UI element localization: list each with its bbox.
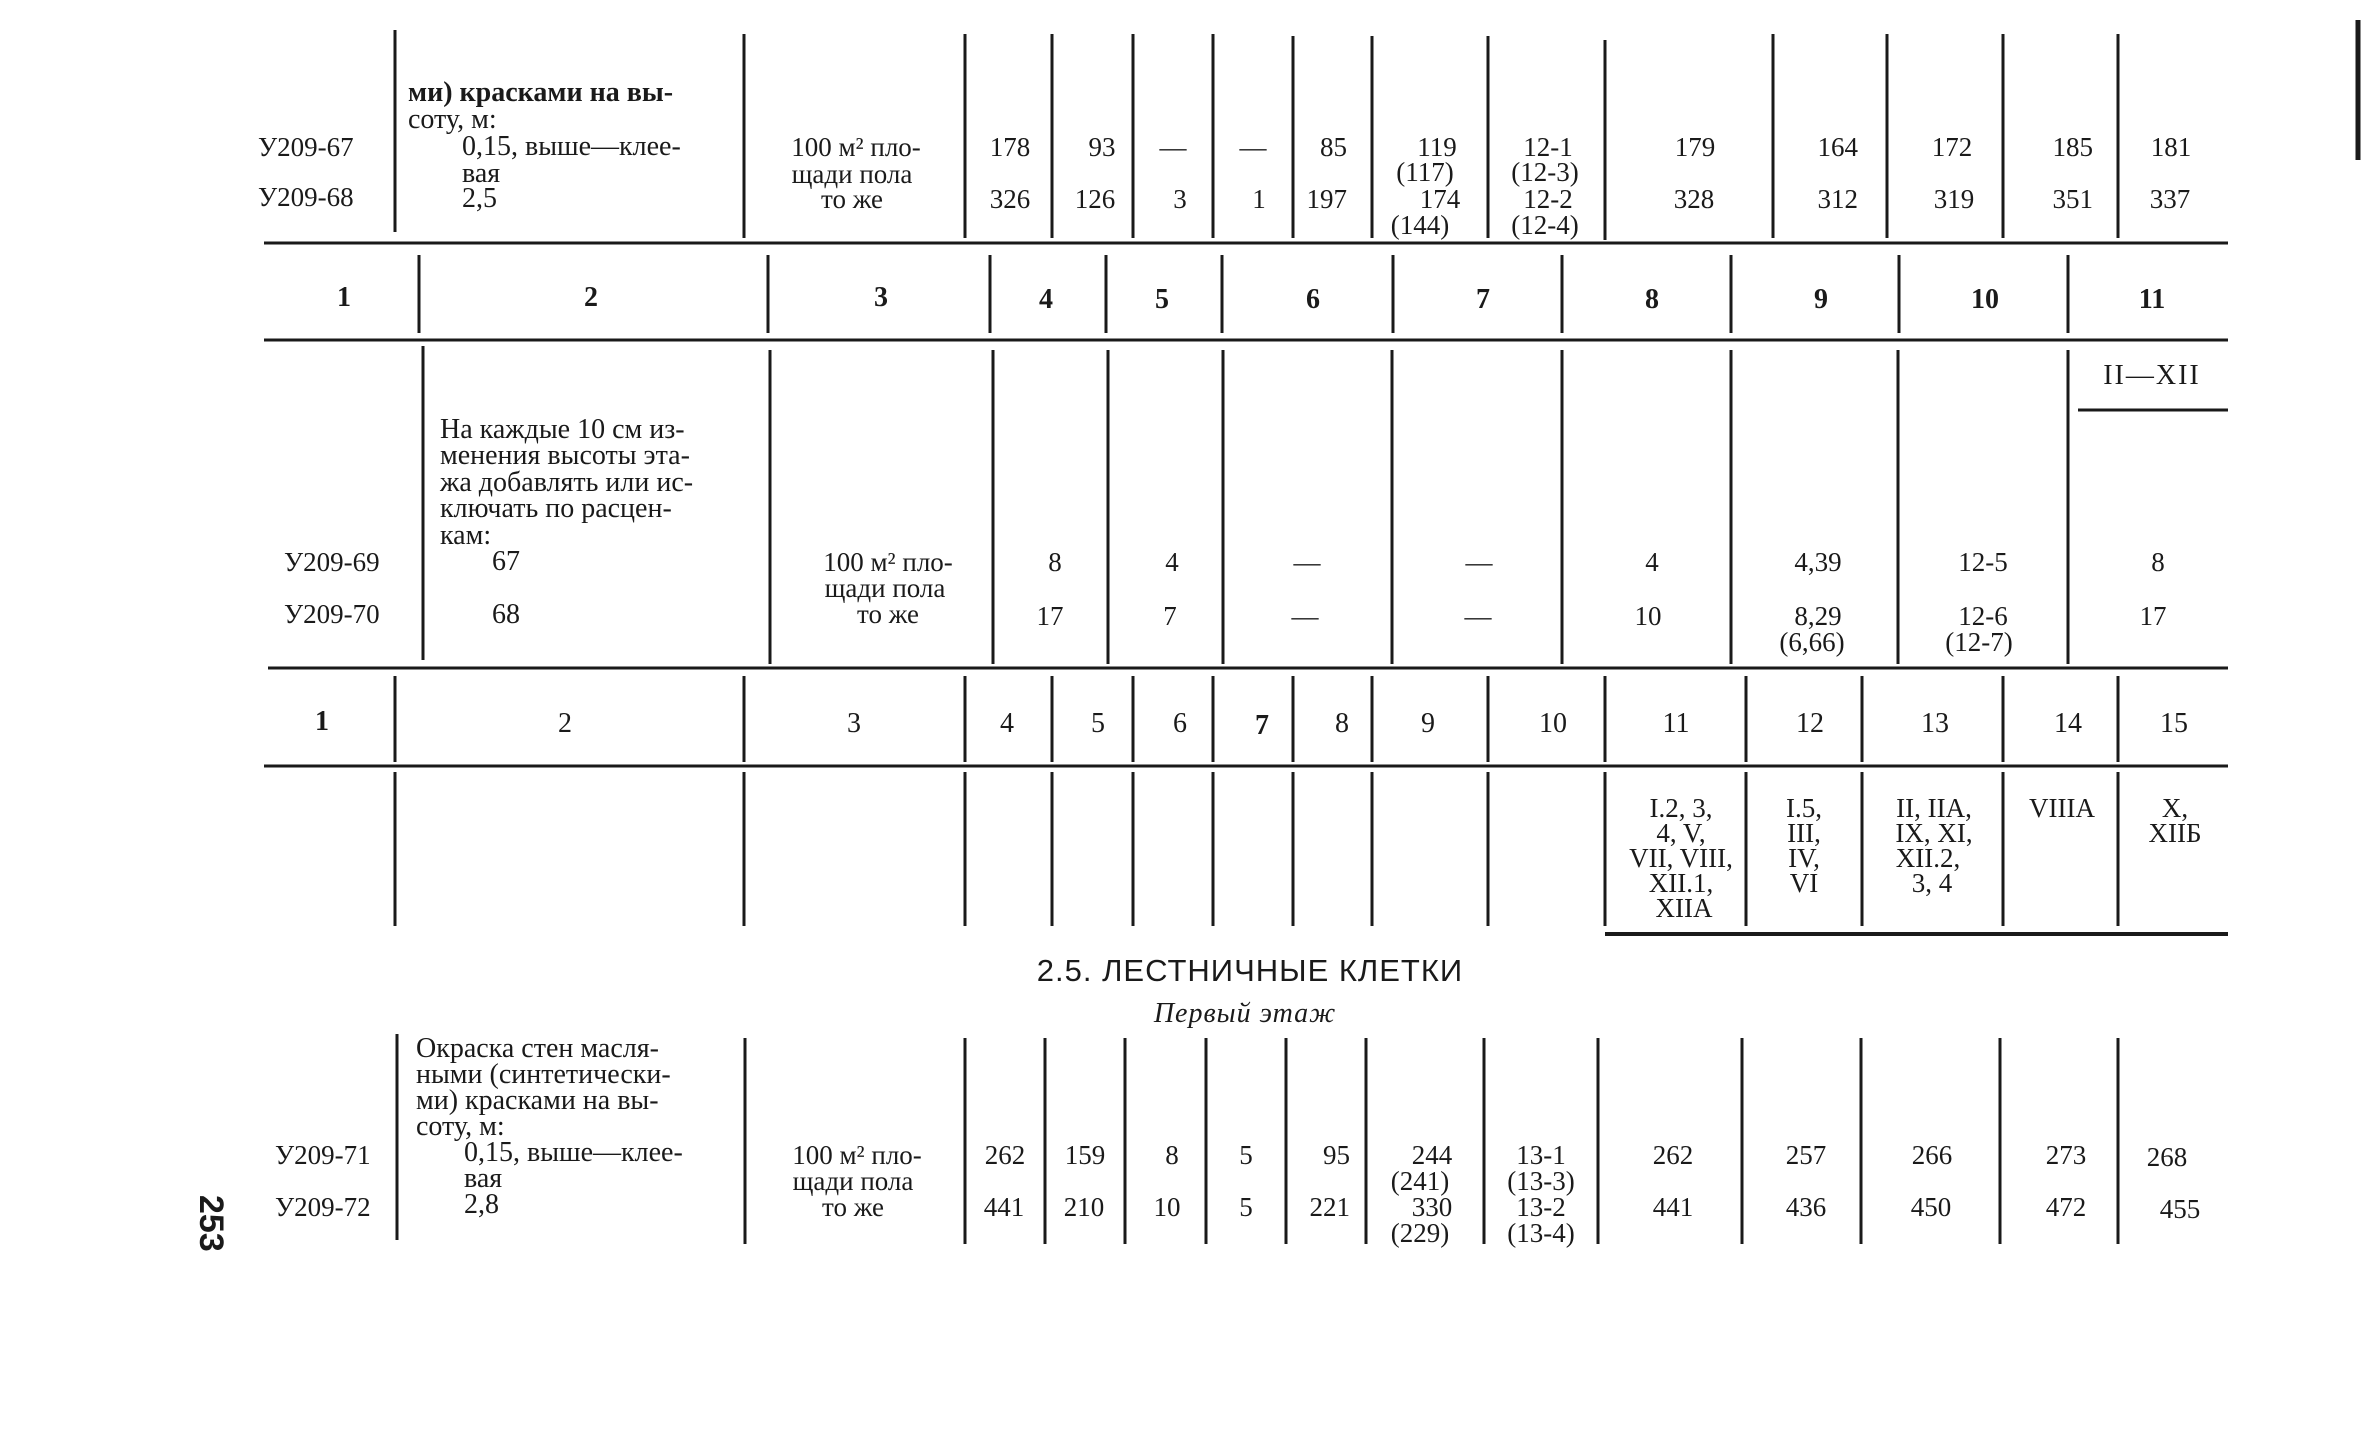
section-subtitle: Первый этаж bbox=[1153, 998, 1337, 1029]
cell: (241) bbox=[1390, 1166, 1450, 1196]
block-2-unit-line-1: 100 м² пло- bbox=[823, 547, 953, 577]
cell: — bbox=[1464, 601, 1492, 631]
column-number: 12 bbox=[1796, 708, 1824, 739]
row-code: У209-70 bbox=[284, 599, 380, 629]
cell: 17 bbox=[1036, 601, 1064, 631]
cell: 8 bbox=[1165, 1140, 1179, 1170]
cell: 450 bbox=[1910, 1192, 1952, 1222]
zone-cell: IX, XI, bbox=[1895, 818, 1973, 848]
column-number: 7 bbox=[1476, 284, 1490, 315]
column-number: 2 bbox=[584, 282, 598, 313]
block-1-desc-line-4: вая bbox=[462, 158, 501, 189]
block-1-desc-line-5: 2,5 bbox=[462, 183, 497, 214]
block-2-desc-line-4: ключать по расцен- bbox=[440, 493, 672, 524]
cell: 221 bbox=[1309, 1192, 1350, 1222]
row-code: У209-69 bbox=[284, 547, 380, 577]
block-3-desc-line-3: ми) красками на вы- bbox=[416, 1085, 659, 1116]
cell: 455 bbox=[2159, 1194, 2201, 1224]
cell: 319 bbox=[1933, 184, 1975, 214]
block-1-desc-line-3: 0,15, выше—клее- bbox=[462, 131, 681, 162]
block-2-desc-line-3: жа добавлять или ис- bbox=[440, 467, 694, 498]
column-number: 9 bbox=[1814, 284, 1828, 315]
cell: 12-5 bbox=[1958, 547, 2008, 577]
block-1-unit-line-2: щади пола bbox=[791, 159, 913, 189]
cell: 273 bbox=[2045, 1140, 2087, 1170]
block-2-desc-line-2: менения высоты эта- bbox=[440, 440, 690, 471]
cell: 4,39 bbox=[1794, 547, 1842, 577]
block-1-unit-line-1: 100 м² пло- bbox=[791, 132, 921, 162]
cell: 257 bbox=[1785, 1140, 1827, 1170]
column-number: 3 bbox=[847, 708, 861, 739]
cell: 119 bbox=[1417, 132, 1457, 162]
cell: 8,29 bbox=[1794, 601, 1842, 631]
column-number: 8 bbox=[1335, 708, 1349, 739]
cell: 178 bbox=[989, 132, 1031, 162]
cell: (12-4) bbox=[1511, 210, 1579, 240]
block-2-desc-line-7: 68 bbox=[492, 599, 520, 630]
column-number: 4 bbox=[1000, 708, 1014, 739]
cell: 95 bbox=[1323, 1140, 1350, 1170]
column-number: 14 bbox=[2054, 708, 2082, 739]
row-code: У209-71 bbox=[275, 1140, 371, 1170]
cell: 1 bbox=[1252, 184, 1266, 214]
cell: (117) bbox=[1396, 157, 1454, 187]
cell: 244 bbox=[1411, 1140, 1453, 1170]
cell: 266 bbox=[1911, 1140, 1953, 1170]
zone-cell: VIIIA bbox=[2029, 793, 2095, 823]
cell: 181 bbox=[2150, 132, 2192, 162]
block-2-desc-line-1: На каждые 10 см из- bbox=[440, 414, 685, 445]
cell: 5 bbox=[1239, 1192, 1253, 1222]
cell: 10 bbox=[1634, 601, 1662, 631]
column-number: 11 bbox=[1662, 708, 1690, 739]
cell: 436 bbox=[1785, 1192, 1827, 1222]
cell: 7 bbox=[1163, 601, 1177, 631]
zone-cell: X, bbox=[2161, 793, 2189, 823]
cell: 85 bbox=[1320, 132, 1347, 162]
cell: 268 bbox=[2146, 1142, 2188, 1172]
block-2-desc-line-5: кам: bbox=[440, 520, 492, 551]
cell: — bbox=[1239, 132, 1267, 162]
row-code: У209-68 bbox=[258, 182, 354, 212]
cell: — bbox=[1293, 547, 1321, 577]
zone-cell: XIIA bbox=[1655, 893, 1713, 923]
cell: 12-1 bbox=[1523, 132, 1573, 162]
cell: 4 bbox=[1645, 547, 1659, 577]
column-number: 5 bbox=[1091, 708, 1105, 739]
column-number: 6 bbox=[1173, 708, 1187, 739]
column-number: 8 bbox=[1645, 284, 1659, 315]
cell: 8 bbox=[2151, 547, 2165, 577]
cell: 441 bbox=[983, 1192, 1025, 1222]
cell: 472 bbox=[2045, 1192, 2087, 1222]
column-number: 10 bbox=[1971, 284, 1999, 315]
cell: 126 bbox=[1074, 184, 1116, 214]
cell: 93 bbox=[1088, 132, 1116, 162]
block-3-unit-line-1: 100 м² пло- bbox=[792, 1140, 922, 1170]
cell: 172 bbox=[1931, 132, 1973, 162]
page-number: 253 bbox=[192, 1195, 230, 1252]
row-code: У209-72 bbox=[275, 1192, 371, 1222]
cell: — bbox=[1465, 547, 1493, 577]
column-number: 1 bbox=[337, 282, 351, 313]
block-1-unit-line-3: то же bbox=[821, 184, 883, 214]
zone-cell: IV, bbox=[1788, 843, 1820, 873]
block-3-desc-line-2: ными (синтетически- bbox=[416, 1059, 671, 1090]
cell: 351 bbox=[2052, 184, 2093, 214]
section-title: 2.5. ЛЕСТНИЧНЫЕ КЛЕТКИ bbox=[1036, 953, 1464, 988]
zone-cell: 4, V, bbox=[1656, 818, 1706, 848]
column-number: 11 bbox=[2138, 284, 2166, 315]
cell: 164 bbox=[1817, 132, 1858, 162]
zone-cell: II, IIA, bbox=[1896, 793, 1972, 823]
cell: 159 bbox=[1064, 1140, 1106, 1170]
cell: 13-2 bbox=[1516, 1192, 1566, 1222]
cell: 328 bbox=[1673, 184, 1715, 214]
block-2-unit-line-2: щади пола bbox=[824, 573, 946, 603]
block-3-desc-line-4: соту, м: bbox=[416, 1111, 505, 1142]
zone-cell: 3, 4 bbox=[1911, 868, 1953, 898]
zone-cell: III, bbox=[1787, 818, 1821, 848]
cell: 12-6 bbox=[1958, 601, 2008, 631]
block-3-desc-line-7: 2,8 bbox=[464, 1189, 499, 1220]
cell: 4 bbox=[1165, 547, 1179, 577]
cell: 10 bbox=[1153, 1192, 1181, 1222]
cell: 197 bbox=[1306, 184, 1347, 214]
block-1-desc-line-1: ми) красками на вы- bbox=[408, 77, 674, 108]
column-number: 6 bbox=[1306, 284, 1320, 315]
cell: (12-3) bbox=[1511, 157, 1579, 187]
block-1-desc-line-2: соту, м: bbox=[408, 104, 497, 135]
zone-cell: I.5, bbox=[1786, 793, 1822, 823]
row-code: У209-67 bbox=[258, 132, 354, 162]
cell: 174 bbox=[1419, 184, 1461, 214]
cell: 330 bbox=[1411, 1192, 1453, 1222]
cell: (144) bbox=[1390, 210, 1450, 240]
block-3-desc-line-5: 0,15, выше—клее- bbox=[464, 1137, 683, 1168]
cell: 13-1 bbox=[1516, 1140, 1566, 1170]
block-3-desc-line-6: вая bbox=[464, 1163, 503, 1194]
column-number: 9 bbox=[1421, 708, 1435, 739]
cell: 262 bbox=[984, 1140, 1026, 1170]
cell: — bbox=[1291, 601, 1319, 631]
column-number: 10 bbox=[1539, 708, 1567, 739]
cell: 5 bbox=[1239, 1140, 1253, 1170]
cell: 179 bbox=[1674, 132, 1716, 162]
column-number: 4 bbox=[1039, 284, 1053, 315]
cell: 17 bbox=[2139, 601, 2167, 631]
block-3-unit-line-3: то же bbox=[822, 1192, 884, 1222]
column-number: 13 bbox=[1921, 708, 1949, 739]
cell: 262 bbox=[1652, 1140, 1694, 1170]
cell: (13-3) bbox=[1507, 1166, 1575, 1196]
cell: 326 bbox=[989, 184, 1031, 214]
zone-cell: XII.1, bbox=[1648, 868, 1714, 898]
block-2-unit-line-3: то же bbox=[857, 599, 919, 629]
block-3-desc-line-1: Окраска стен масля- bbox=[416, 1033, 659, 1064]
zone-cell: XII.2, bbox=[1895, 843, 1961, 873]
cell: (12-7) bbox=[1945, 627, 2013, 657]
cell: 337 bbox=[2149, 184, 2191, 214]
zone-cell: VI bbox=[1789, 868, 1819, 898]
column-number: 7 bbox=[1255, 710, 1269, 741]
cell: (13-4) bbox=[1507, 1218, 1575, 1248]
cell: 12-2 bbox=[1523, 184, 1573, 214]
cell: 312 bbox=[1817, 184, 1858, 214]
cell: 210 bbox=[1063, 1192, 1105, 1222]
column-number: 1 bbox=[315, 706, 329, 737]
cell: 3 bbox=[1173, 184, 1187, 214]
zone-cell: I.2, 3, bbox=[1649, 793, 1713, 823]
block-3-unit-line-2: щади пола bbox=[792, 1166, 914, 1196]
column-number: 5 bbox=[1155, 284, 1169, 315]
cell: — bbox=[1159, 132, 1187, 162]
cell: (229) bbox=[1390, 1218, 1450, 1248]
cell: (6,66) bbox=[1779, 627, 1845, 657]
zone-cell: XIIБ bbox=[2148, 818, 2202, 848]
cell: 8 bbox=[1048, 547, 1062, 577]
cell: 441 bbox=[1652, 1192, 1694, 1222]
zone-cell: VII, VIII, bbox=[1629, 843, 1733, 873]
block-2-desc-line-6: 67 bbox=[492, 546, 520, 577]
column-number: 3 bbox=[874, 282, 888, 313]
column-number: 15 bbox=[2160, 708, 2188, 739]
zone-label: II—XII bbox=[2103, 360, 2201, 391]
column-number: 2 bbox=[558, 708, 572, 739]
cell: 185 bbox=[2052, 132, 2093, 162]
